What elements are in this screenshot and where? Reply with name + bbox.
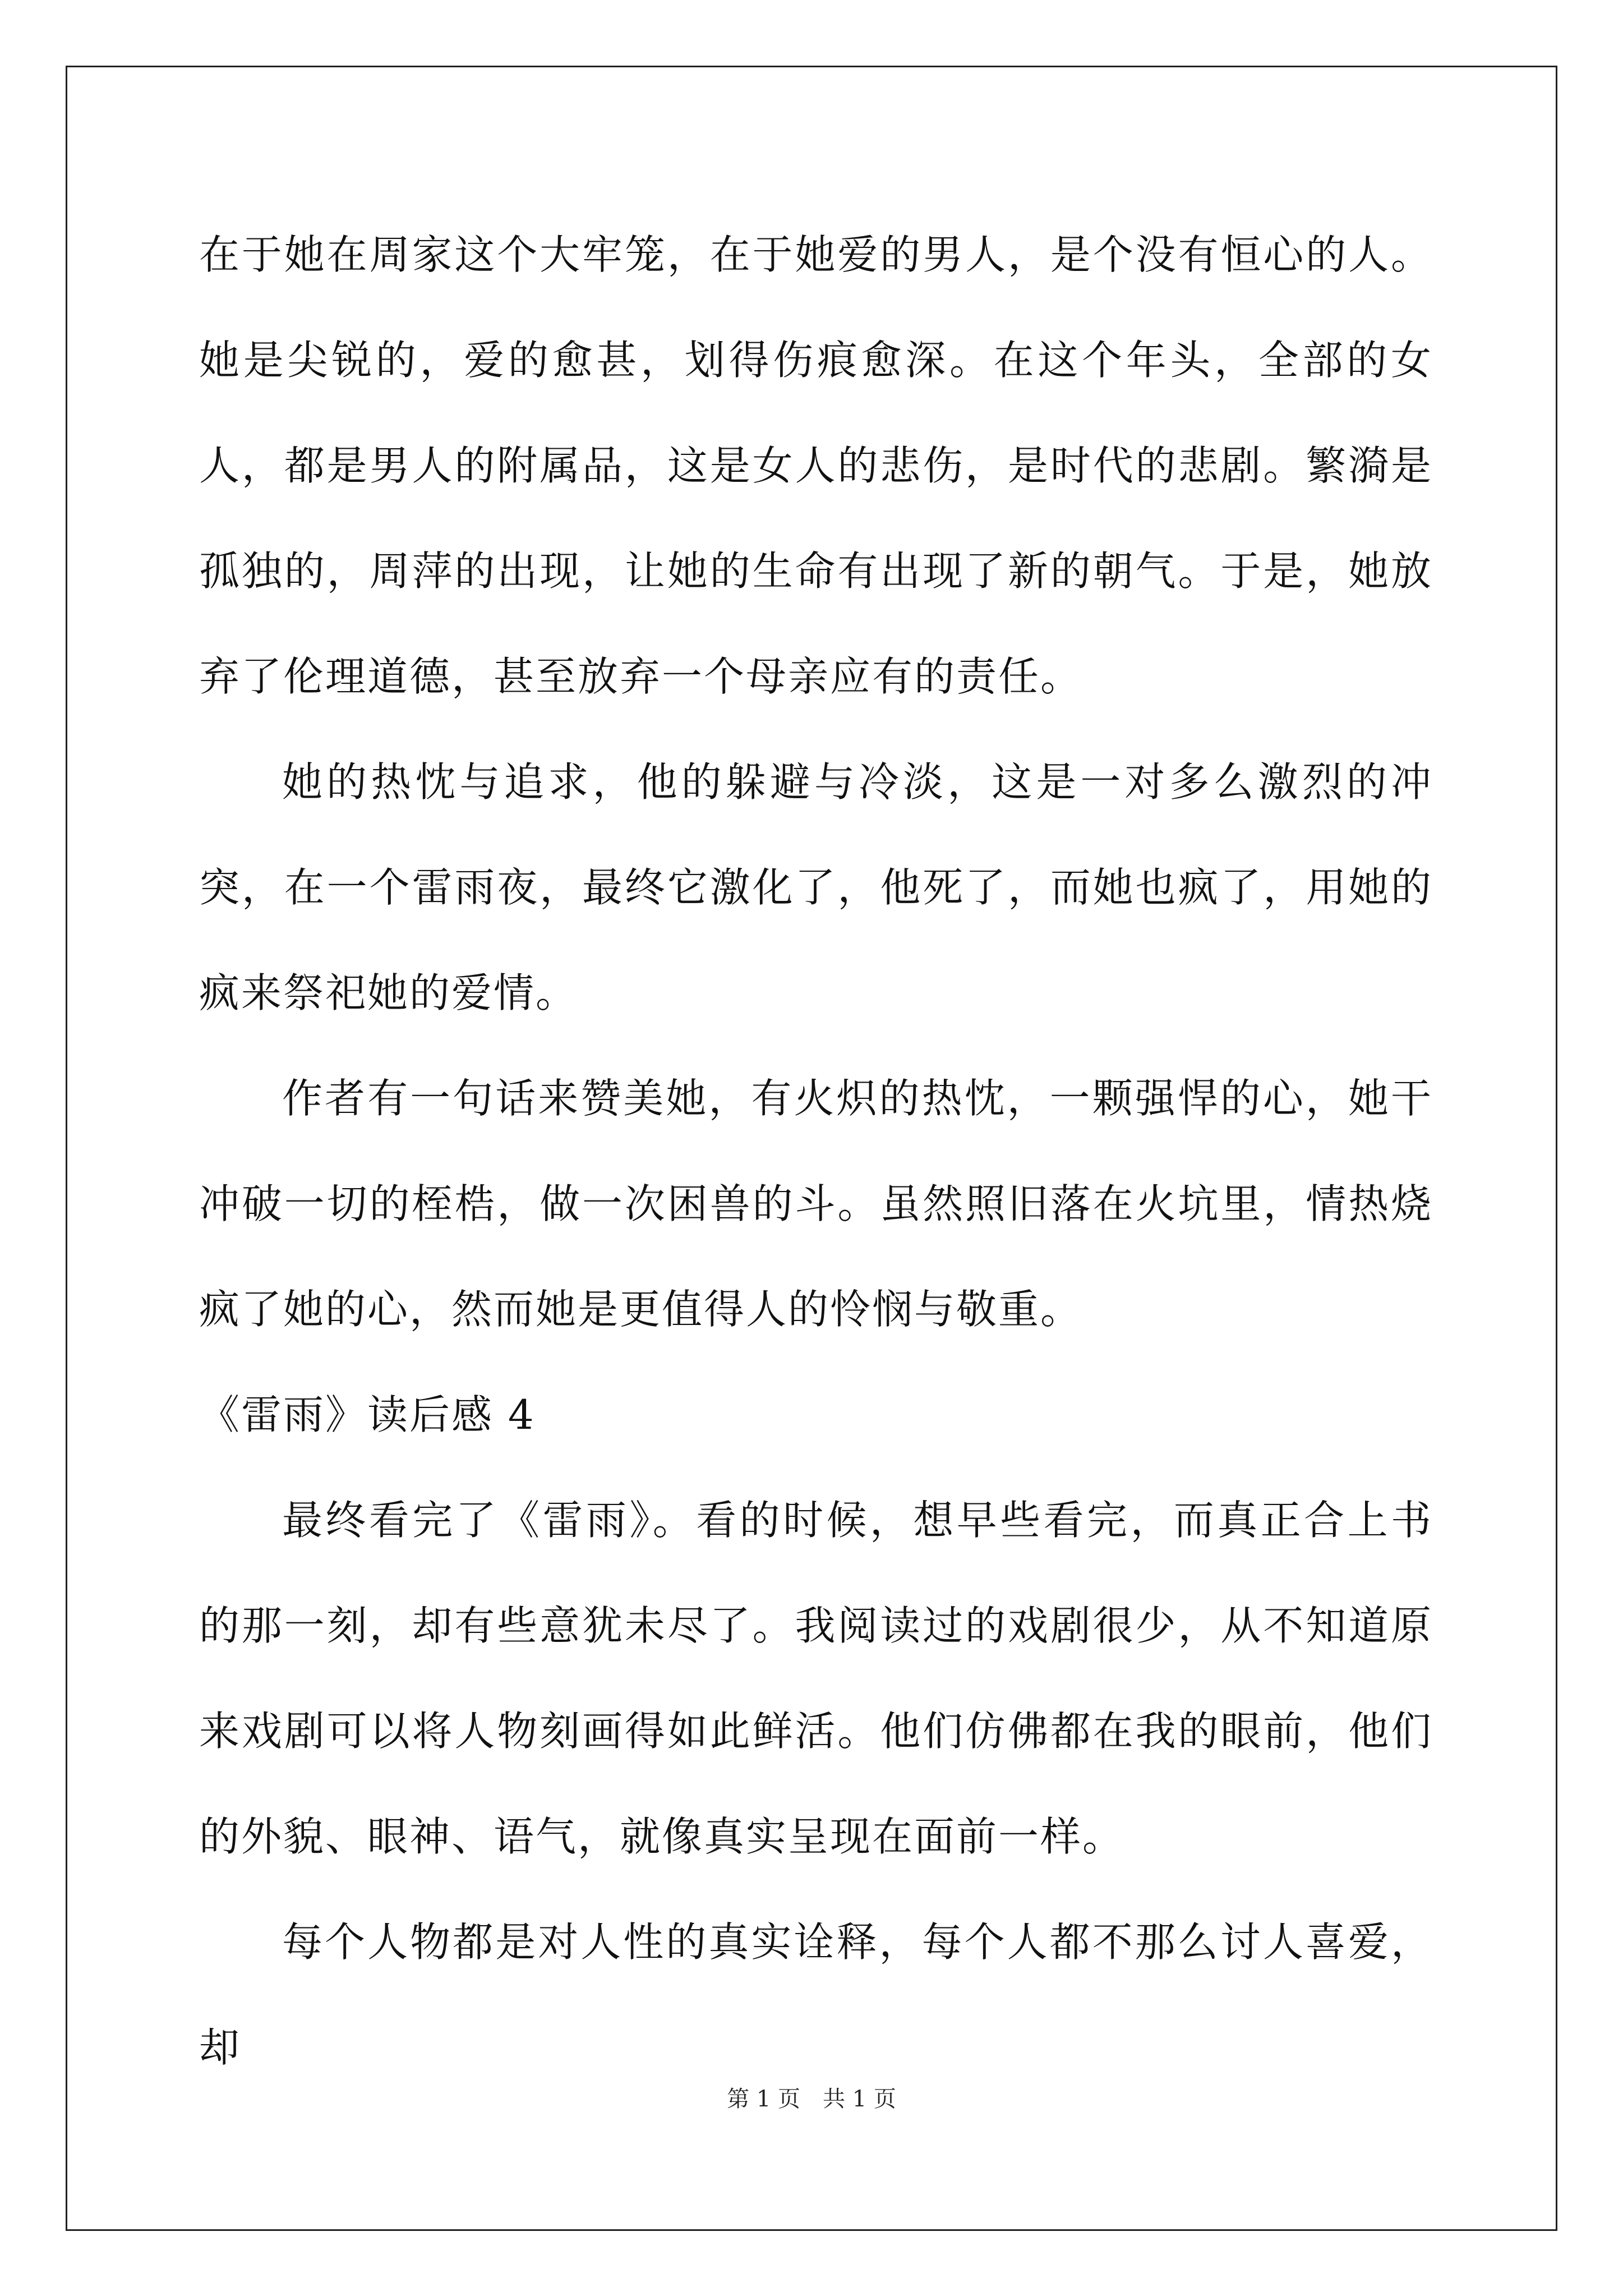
section-heading: 《雷雨》读后感 4 [199, 1391, 536, 1438]
paragraph: 作者有一句话来赞美她，有火炽的热忱，一颗强悍的心，她干冲破一切的桎梏，做一次困兽的斗。虽然照旧落在火坑里，情热烧疯了她的心，然而她是更值得人的怜悯与敬重。 [199, 1075, 1433, 1333]
paragraph-truncated: 每个人物都是对人性的真实诠释，每个人都不那么讨人喜爱，却 [199, 1918, 1433, 2071]
paragraph-continued: 在于她在周家这个大牢笼，在于她爱的男人，是个没有恒心的人。她是尖锐的，爱的愈甚，划得伤痕愈深。在这个年头，全部的女人，都是男人的附属品，这是女人的悲伤，是时代的悲剧。繁漪是孤独的，周萍的出现，让她的生命有出现了新的朝气。于是，她放弃了伦理道德，甚至放弃一个母亲应有的责任。 [199, 231, 1433, 700]
page-footer: 第 1 页 共 1 页 [727, 2086, 896, 2112]
paragraph: 最终看完了《雷雨》。看的时候，想早些看完，而真正合上书的那一刻，却有些意犹未尽了。我阅读过的戏剧很少，从不知道原来戏剧可以将人物刻画得如此鲜活。他们仿佛都在我的眼前，他们的外貌、眼神、语气，就像真实呈现在面前一样。 [199, 1497, 1433, 1860]
document-body [199, 202, 1433, 2100]
paragraph: 她的热忱与追求，他的躲避与冷淡，这是一对多么激烈的冲突，在一个雷雨夜，最终它激化了，他死了，而她也疯了，用她的疯来祭祀她的爱情。 [199, 758, 1433, 1016]
